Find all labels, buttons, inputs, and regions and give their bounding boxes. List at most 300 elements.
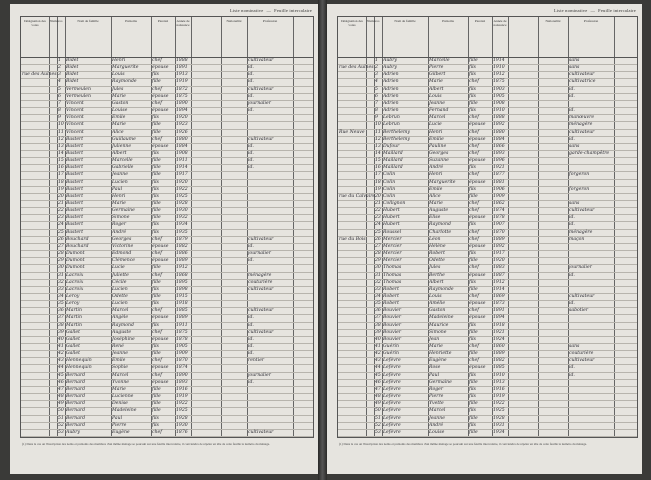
cell-surname: Hennequin bbox=[66, 365, 92, 371]
cell-given-name: Elise bbox=[429, 215, 441, 221]
cell-profession: journalier bbox=[569, 265, 592, 271]
street-label: rue du Calvaire bbox=[339, 193, 376, 199]
cell-birth-year: 1882 bbox=[176, 243, 188, 249]
cell-row-number: 3 bbox=[375, 72, 378, 78]
cell-birth-year: 1880 bbox=[493, 129, 505, 135]
cell-given-name: Jeanne bbox=[429, 100, 445, 106]
cell-relation: fille bbox=[152, 122, 161, 128]
cell-row-number: 17 bbox=[58, 172, 64, 178]
cell-relation: fille bbox=[469, 351, 478, 357]
cell-birth-year: 1909 bbox=[176, 351, 188, 357]
cell-given-name: Gaston bbox=[112, 100, 129, 106]
cell-relation: chef bbox=[152, 308, 162, 314]
cell-profession: id. bbox=[248, 158, 254, 164]
cell-relation: chef bbox=[469, 344, 479, 350]
cell-row-number: 15 bbox=[375, 158, 381, 164]
cell-surname: Lefèvre bbox=[383, 372, 401, 378]
cell-given-name: Auguste bbox=[429, 208, 449, 214]
cell-profession: sans bbox=[569, 201, 580, 207]
cell-relation: chef bbox=[152, 251, 162, 257]
cell-relation: fille bbox=[152, 351, 161, 357]
cell-given-name: André bbox=[112, 229, 127, 235]
table-header-row bbox=[21, 17, 313, 58]
cell-surname: Thomas bbox=[383, 265, 402, 271]
cell-row-number: 23 bbox=[375, 215, 381, 221]
cell-relation: chef bbox=[469, 201, 479, 207]
cell-row-number: 34 bbox=[58, 293, 64, 299]
cell-given-name: Hélène bbox=[429, 243, 446, 249]
cell-surname: Adrien bbox=[383, 100, 399, 106]
column-header: Numéros bbox=[50, 19, 63, 23]
cell-relation: fils bbox=[469, 279, 476, 285]
cell-given-name: Germaine bbox=[429, 379, 452, 385]
cell-birth-year: 1889 bbox=[493, 351, 505, 357]
cell-profession: maçon bbox=[569, 236, 585, 242]
cell-surname: Colin bbox=[383, 172, 396, 178]
column-header: Profession bbox=[262, 19, 278, 23]
cell-surname: Robert bbox=[383, 286, 399, 292]
cell-birth-year: 1888 bbox=[493, 115, 505, 121]
cell-row-number: 17 bbox=[375, 172, 381, 178]
cell-surname: Bastert bbox=[66, 222, 84, 228]
cell-surname: Vincent bbox=[66, 129, 84, 135]
cell-given-name: Marie bbox=[112, 93, 126, 99]
cell-row-number: 42 bbox=[58, 351, 64, 357]
cell-surname: Bastert bbox=[66, 208, 84, 214]
cell-surname: Guérin bbox=[383, 351, 399, 357]
cell-row-number: 18 bbox=[58, 179, 64, 185]
cell-birth-year: 1888 bbox=[176, 58, 188, 63]
cell-surname: Lefèvre bbox=[383, 386, 401, 392]
column-header: Numéros bbox=[367, 19, 380, 23]
cell-surname: Bernard bbox=[66, 379, 86, 385]
cell-relation: fille bbox=[469, 58, 478, 63]
cell-birth-year: 1876 bbox=[176, 429, 188, 435]
cell-birth-year: 1935 bbox=[176, 229, 188, 235]
cell-row-number: 6 bbox=[58, 93, 61, 99]
cell-relation: fils bbox=[469, 422, 476, 428]
cell-surname: Bernard bbox=[66, 415, 86, 421]
cell-relation: fille bbox=[152, 401, 161, 407]
cell-relation: fille bbox=[469, 258, 478, 264]
cell-row-number: 5 bbox=[58, 86, 61, 92]
cell-surname: Martin bbox=[66, 315, 82, 321]
cell-profession: cultivateur bbox=[248, 86, 274, 92]
cell-surname: Lefèvre bbox=[383, 408, 401, 414]
cell-birth-year: 1874 bbox=[176, 365, 188, 371]
cell-given-name: Victorine bbox=[112, 243, 134, 249]
cell-surname: Bouvier bbox=[383, 322, 402, 328]
cell-surname: Lefèvre bbox=[383, 358, 401, 364]
cell-relation: fille bbox=[152, 79, 161, 85]
cell-surname: Leroy bbox=[66, 301, 80, 307]
cell-row-number: 7 bbox=[375, 100, 378, 106]
cell-row-number: 40 bbox=[375, 336, 381, 342]
cell-birth-year: 1906 bbox=[493, 186, 505, 192]
cell-given-name: Marcel bbox=[429, 408, 446, 414]
left-running-head bbox=[230, 8, 312, 13]
cell-surname: Hubert bbox=[383, 215, 400, 221]
cell-profession: journalier bbox=[248, 100, 271, 106]
cell-birth-year: 1883 bbox=[493, 265, 505, 271]
cell-birth-year: 1909 bbox=[493, 193, 505, 199]
cell-profession: id. bbox=[248, 72, 254, 78]
cell-birth-year: 1889 bbox=[493, 236, 505, 242]
cell-profession: manœuvre bbox=[569, 115, 595, 121]
cell-given-name: Simone bbox=[112, 215, 130, 221]
cell-surname: Adrien bbox=[383, 86, 399, 92]
cell-birth-year: 1925 bbox=[176, 193, 188, 199]
cell-relation: épouse bbox=[469, 215, 486, 221]
cell-row-number: 26 bbox=[375, 236, 381, 242]
cell-birth-year: 1923 bbox=[176, 122, 188, 128]
cell-surname: Vincent bbox=[66, 122, 84, 128]
cell-relation: fille bbox=[152, 215, 161, 221]
cell-birth-year: 1875 bbox=[493, 79, 505, 85]
running-head-title: Feuille intercalaire bbox=[598, 8, 636, 13]
cell-birth-year: 1922 bbox=[176, 186, 188, 192]
cell-row-number: 10 bbox=[58, 122, 64, 128]
cell-surname: Robert bbox=[383, 301, 399, 307]
cell-row-number: 4 bbox=[375, 79, 378, 85]
cell-birth-year: 1918 bbox=[176, 301, 188, 307]
cell-surname: Adrien bbox=[383, 79, 399, 85]
cell-given-name: Raymond bbox=[429, 222, 451, 228]
cell-surname: Dumont bbox=[66, 258, 85, 264]
cell-birth-year: 1869 bbox=[493, 293, 505, 299]
cell-profession: id. bbox=[248, 165, 254, 171]
cell-relation: fils bbox=[152, 344, 159, 350]
cell-relation: épouse bbox=[152, 258, 169, 264]
cell-relation: fille bbox=[152, 293, 161, 299]
cell-given-name: Cécile bbox=[112, 279, 127, 285]
cell-surname: Bastert bbox=[66, 165, 84, 171]
cell-relation: épouse bbox=[469, 272, 486, 278]
cell-relation: chef bbox=[152, 429, 162, 435]
cell-given-name: Suzanne bbox=[429, 158, 449, 164]
cell-profession: id. bbox=[248, 344, 254, 350]
cell-relation: fils bbox=[469, 108, 476, 114]
cell-surname: Aubry bbox=[66, 429, 81, 435]
cell-relation: épouse bbox=[152, 365, 169, 371]
cell-given-name: Alice bbox=[112, 129, 124, 135]
cell-profession: ménagère bbox=[569, 122, 593, 128]
column-header: Désignation des voies bbox=[341, 19, 363, 27]
cell-row-number: 47 bbox=[375, 386, 381, 392]
cell-birth-year: 1903 bbox=[493, 86, 505, 92]
cell-relation: chef bbox=[152, 58, 162, 63]
cell-row-number: 51 bbox=[375, 415, 381, 421]
cell-relation: épouse bbox=[469, 158, 486, 164]
cell-given-name: Germaine bbox=[112, 208, 135, 214]
cell-given-name: Alice bbox=[429, 193, 441, 199]
cell-given-name: Lucien bbox=[112, 179, 128, 185]
cell-surname: Gallet bbox=[66, 351, 80, 357]
cell-row-number: 28 bbox=[58, 251, 64, 257]
cell-surname: Martin bbox=[66, 308, 82, 314]
cell-birth-year: 1912 bbox=[493, 72, 505, 78]
cell-given-name: Louis bbox=[429, 93, 442, 99]
cell-given-name: Lucie bbox=[112, 265, 125, 271]
cell-relation: fille bbox=[469, 415, 478, 421]
cell-row-number: 35 bbox=[58, 301, 64, 307]
cell-row-number: 46 bbox=[58, 379, 64, 385]
cell-profession: id. bbox=[248, 258, 254, 264]
cell-surname: Lefèvre bbox=[383, 429, 401, 435]
cell-birth-year: 1934 bbox=[493, 429, 505, 435]
table-header-row bbox=[338, 17, 637, 58]
cell-surname: Vermeulen bbox=[66, 93, 91, 99]
cell-profession: cultivateur bbox=[248, 429, 274, 435]
column-header: Année de naissance bbox=[493, 19, 507, 27]
column-header: Nom de famille bbox=[394, 19, 416, 23]
running-head-number: Liste nominative bbox=[553, 8, 588, 13]
cell-surname: Bouvier bbox=[383, 329, 402, 335]
cell-profession: id. bbox=[248, 108, 254, 114]
cell-relation: fils bbox=[152, 186, 159, 192]
cell-birth-year: 1934 bbox=[176, 222, 188, 228]
cell-profession: cultivateur bbox=[248, 58, 274, 63]
cell-relation: fils bbox=[152, 72, 159, 78]
cell-relation: épouse bbox=[152, 243, 169, 249]
cell-surname: Lebrun bbox=[383, 122, 400, 128]
cell-row-number: 24 bbox=[58, 222, 64, 228]
cell-birth-year: 1914 bbox=[176, 165, 188, 171]
cell-row-number: 22 bbox=[375, 208, 381, 214]
table-body bbox=[21, 58, 313, 437]
cell-profession: sans bbox=[569, 143, 580, 149]
cell-row-number: 39 bbox=[58, 329, 64, 335]
cell-birth-year: 1920 bbox=[176, 179, 188, 185]
cell-relation: fille bbox=[152, 172, 161, 178]
cell-surname: Mercier bbox=[383, 251, 402, 257]
cell-row-number: 26 bbox=[58, 236, 64, 242]
cell-given-name: Louise bbox=[429, 429, 445, 435]
cell-relation: chef bbox=[152, 236, 162, 242]
cell-surname: Berthelemy bbox=[383, 136, 410, 142]
cell-surname: Maillard bbox=[383, 158, 403, 164]
cell-birth-year: 1882 bbox=[493, 358, 505, 364]
cell-given-name: Simone bbox=[429, 329, 447, 335]
cell-birth-year: 1866 bbox=[493, 143, 505, 149]
cell-row-number: 35 bbox=[375, 301, 381, 307]
cell-birth-year: 1928 bbox=[176, 201, 188, 207]
cell-row-number: 22 bbox=[58, 208, 64, 214]
cell-birth-year: 1920 bbox=[176, 115, 188, 121]
cell-surname: Lefèvre bbox=[383, 415, 401, 421]
cell-profession: cultivateur bbox=[248, 136, 274, 142]
column-header: Nom de famille bbox=[77, 19, 99, 23]
table-row bbox=[21, 436, 313, 437]
cell-given-name: Pierre bbox=[112, 422, 127, 428]
cell-birth-year: 1905 bbox=[176, 344, 188, 350]
cell-birth-year: 1879 bbox=[176, 236, 188, 242]
cell-surname: Lefèvre bbox=[383, 394, 401, 400]
cell-row-number: 34 bbox=[375, 293, 381, 299]
cell-given-name: Juliette bbox=[112, 272, 129, 278]
cell-birth-year: 1895 bbox=[176, 279, 188, 285]
cell-row-number: 13 bbox=[375, 143, 381, 149]
cell-given-name: André bbox=[429, 422, 444, 428]
cell-birth-year: 1924 bbox=[493, 336, 505, 342]
cell-row-number: 52 bbox=[375, 422, 381, 428]
cell-relation: chef bbox=[152, 372, 162, 378]
cell-surname: Mercier bbox=[383, 236, 402, 242]
cell-given-name: Raymond bbox=[112, 322, 134, 328]
cell-given-name: Henri bbox=[112, 58, 126, 63]
cell-row-number: 9 bbox=[58, 115, 61, 121]
column-header: Parenté bbox=[474, 19, 486, 23]
cell-given-name: Jules bbox=[429, 265, 441, 271]
cell-profession: id. bbox=[569, 372, 575, 378]
cell-row-number: 43 bbox=[375, 358, 381, 364]
cell-surname: Maillard bbox=[383, 165, 403, 171]
cell-row-number: 38 bbox=[375, 322, 381, 328]
cell-relation: fille bbox=[469, 329, 478, 335]
cell-relation: fille bbox=[152, 208, 161, 214]
cell-surname: Bidet bbox=[66, 65, 79, 71]
running-head-number: Liste nominative bbox=[229, 8, 264, 13]
cell-given-name: Henri bbox=[429, 129, 443, 135]
cell-surname: Bidet bbox=[66, 79, 79, 85]
cell-relation: chef bbox=[469, 358, 479, 364]
cell-profession: cultivateur bbox=[248, 236, 274, 242]
cell-given-name: Denise bbox=[112, 401, 128, 407]
cell-surname: Roussel bbox=[383, 229, 402, 235]
cell-given-name: André bbox=[429, 165, 444, 171]
cell-birth-year: 1922 bbox=[493, 401, 505, 407]
cell-surname: Lefèvre bbox=[383, 365, 401, 371]
cell-profession: cultivateur bbox=[569, 293, 595, 299]
cell-row-number: 21 bbox=[58, 201, 64, 207]
cell-row-number: 51 bbox=[58, 415, 64, 421]
cell-profession: id. bbox=[248, 143, 254, 149]
cell-birth-year: 1926 bbox=[176, 129, 188, 135]
cell-profession: cultivateur bbox=[569, 72, 595, 78]
cell-row-number: 15 bbox=[58, 158, 64, 164]
cell-surname: Bouvier bbox=[383, 308, 402, 314]
cell-birth-year: 1880 bbox=[176, 136, 188, 142]
cell-profession: id. bbox=[569, 136, 575, 142]
cell-surname: Bernard bbox=[66, 372, 86, 378]
cell-row-number: 25 bbox=[58, 229, 64, 235]
cell-birth-year: 1928 bbox=[176, 415, 188, 421]
cell-row-number: 38 bbox=[58, 322, 64, 328]
cell-row-number: 44 bbox=[58, 365, 64, 371]
cell-given-name: Angèle bbox=[112, 315, 129, 321]
cell-relation: chef bbox=[469, 129, 479, 135]
cell-birth-year: 1884 bbox=[176, 143, 188, 149]
cell-row-number: 48 bbox=[375, 394, 381, 400]
cell-relation: fille bbox=[152, 265, 161, 271]
cell-surname: Lefèvre bbox=[383, 379, 401, 385]
cell-given-name: Marie bbox=[112, 201, 126, 207]
cell-birth-year: 1898 bbox=[176, 286, 188, 292]
cell-given-name: Marie bbox=[429, 344, 443, 350]
column-header: Nationalité bbox=[226, 19, 242, 23]
cell-given-name: Henriette bbox=[429, 351, 452, 357]
cell-relation: fils bbox=[469, 86, 476, 92]
cell-birth-year: 1913 bbox=[176, 72, 188, 78]
table-row bbox=[338, 436, 637, 437]
cell-birth-year: 1875 bbox=[176, 329, 188, 335]
cell-relation: fils bbox=[152, 422, 159, 428]
cell-relation: fils bbox=[152, 222, 159, 228]
cell-row-number: 33 bbox=[375, 286, 381, 292]
cell-surname: Bernard bbox=[66, 401, 86, 407]
cell-surname: Martin bbox=[66, 322, 82, 328]
cell-relation: fils bbox=[152, 150, 159, 156]
cell-row-number: 1 bbox=[375, 58, 378, 63]
cell-relation: fille bbox=[152, 129, 161, 135]
cell-row-number: 5 bbox=[375, 86, 378, 92]
cell-surname: Vincent bbox=[66, 100, 84, 106]
cell-given-name: Emilie bbox=[429, 136, 444, 142]
cell-surname: Bastert bbox=[66, 201, 84, 207]
cell-row-number: 20 bbox=[375, 193, 381, 199]
cell-relation: fils bbox=[152, 415, 159, 421]
cell-row-number: 47 bbox=[58, 386, 64, 392]
street-label: rue des Aulnes bbox=[22, 72, 57, 78]
cell-profession: id. bbox=[569, 365, 575, 371]
cell-surname: Bouchard bbox=[66, 243, 89, 249]
right-census-table bbox=[337, 16, 638, 438]
cell-given-name: Jeanne bbox=[112, 351, 128, 357]
cell-profession: id. bbox=[248, 379, 254, 385]
cell-surname: Robert bbox=[383, 293, 399, 299]
cell-given-name: Paul bbox=[429, 372, 440, 378]
cell-profession: id. bbox=[248, 93, 254, 99]
cell-row-number: 46 bbox=[375, 379, 381, 385]
cell-given-name: Madeleine bbox=[112, 408, 137, 414]
cell-row-number: 52 bbox=[58, 422, 64, 428]
cell-relation: épouse bbox=[152, 336, 169, 342]
cell-birth-year: 1868 bbox=[176, 272, 188, 278]
cell-relation: fils bbox=[469, 222, 476, 228]
cell-relation: fils bbox=[152, 179, 159, 185]
cell-row-number: 18 bbox=[375, 179, 381, 185]
cell-row-number: 32 bbox=[375, 279, 381, 285]
cell-relation: fils bbox=[469, 93, 476, 99]
cell-surname: Bidet bbox=[66, 58, 79, 63]
cell-relation: fils bbox=[152, 115, 159, 121]
cell-given-name: Jean bbox=[429, 336, 440, 342]
cell-row-number: 50 bbox=[375, 408, 381, 414]
cell-profession: id. bbox=[569, 108, 575, 114]
cell-given-name: Eugène bbox=[112, 429, 130, 435]
cell-birth-year: 1910 bbox=[493, 65, 505, 71]
cell-row-number: 1 bbox=[58, 58, 61, 63]
cell-relation: fille bbox=[469, 401, 478, 407]
cell-relation: épouse bbox=[469, 365, 486, 371]
cell-row-number: 42 bbox=[375, 351, 381, 357]
cell-surname: Gallet bbox=[66, 336, 80, 342]
cell-relation: chef bbox=[469, 308, 479, 314]
cell-row-number: 6 bbox=[375, 93, 378, 99]
cell-row-number: 14 bbox=[375, 150, 381, 156]
cell-birth-year: 1885 bbox=[493, 365, 505, 371]
cell-given-name: Lucienne bbox=[112, 394, 134, 400]
cell-profession: cultivateur bbox=[248, 308, 274, 314]
cell-relation: chef bbox=[469, 143, 479, 149]
cell-profession: sans bbox=[569, 65, 580, 71]
cell-birth-year: 1889 bbox=[176, 315, 188, 321]
cell-given-name: Roger bbox=[429, 386, 444, 392]
cell-given-name: Pierre bbox=[429, 65, 444, 71]
cell-given-name: Robert bbox=[429, 251, 445, 257]
cell-row-number: 2 bbox=[375, 65, 378, 71]
cell-relation: chef bbox=[469, 293, 479, 299]
